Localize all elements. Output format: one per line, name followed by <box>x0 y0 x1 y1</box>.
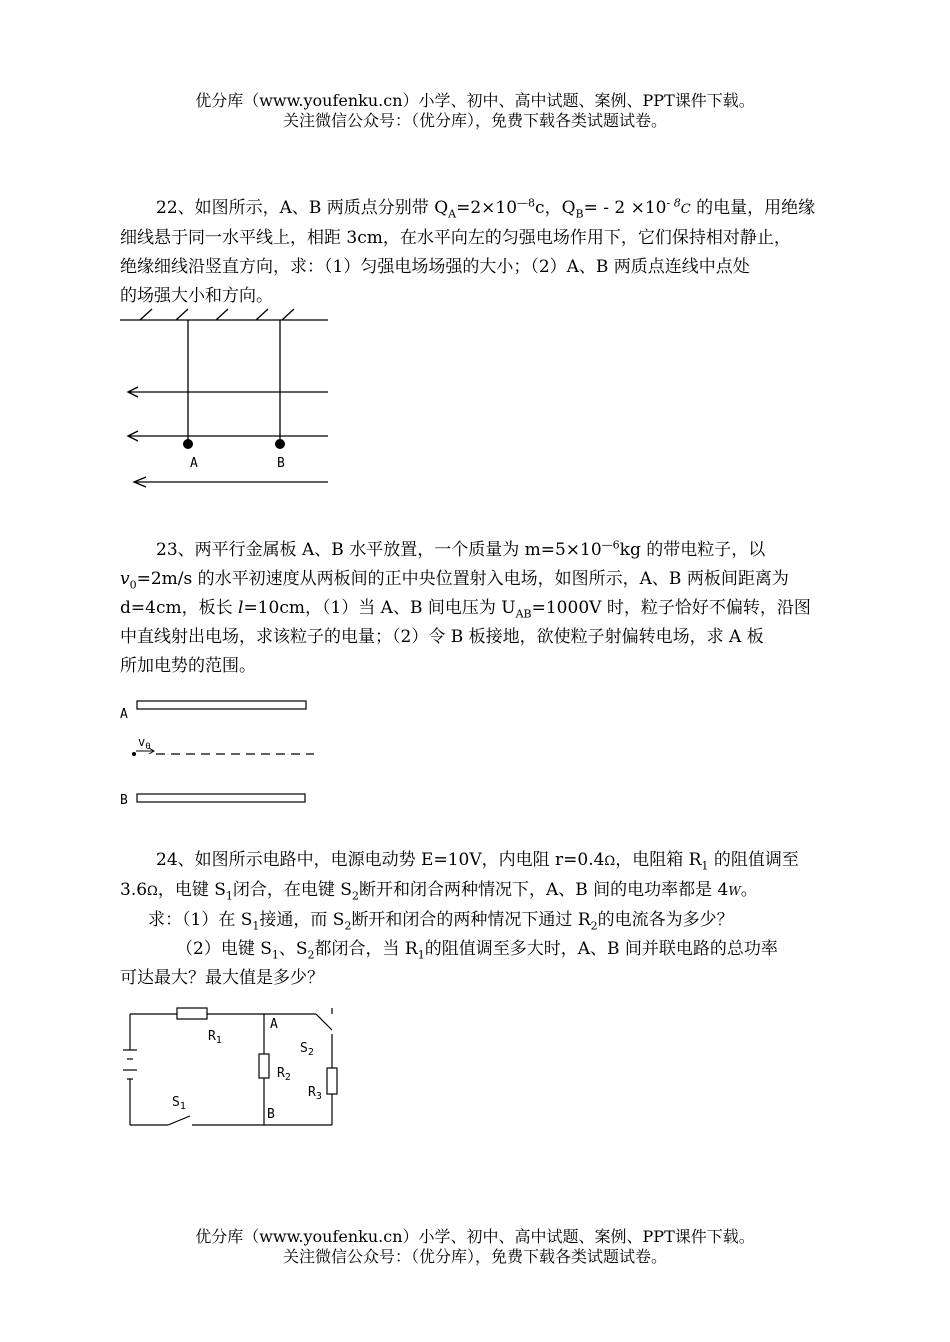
q22-line-1: 22、如图所示，A、B 两质点分别带 $Q_A=2\times 10^{—8}c$，$Q_B= - 2 \times 10^{- 8}C$ 的电量，用绝缘 <box>156 196 816 221</box>
q24-line-5: 可达最大？最大值是多少？ <box>120 968 324 988</box>
switch-s2 <box>316 1014 332 1030</box>
particle <box>132 752 136 756</box>
plate-a <box>137 701 306 709</box>
label-r1: $R_1$ <box>208 1029 222 1046</box>
resistor-r2 <box>259 1054 269 1078</box>
q23-line-2: $v_0=2m/s$ 的水平初速度从两板间的正中央位置射入电场，如图所示，A、B 两板间距离为 <box>120 569 789 592</box>
page-header <box>0 91 950 131</box>
question-22 <box>120 194 850 311</box>
q22-line-3: 绝缘细线沿竖直方向，求：（1）匀强电场场强的大小；（2）A、B 两质点连线中点处 <box>120 257 750 277</box>
hatch-mark <box>140 309 152 320</box>
label-s1: $S_1$ <box>172 1095 186 1112</box>
label-a: A <box>190 456 198 471</box>
charge-b <box>275 439 285 449</box>
plate-b <box>137 794 305 802</box>
q24-line-4: （2）电键 $S_1$、$S_2$都闭合，当 $R_1$的阻值调至多大时，A、B 间并联电路的总功率 <box>176 939 778 962</box>
footer-line-1: 优分库（www.youfenku.cn）小学、初中、高中试题、案例、PPT课件下载。 <box>195 1227 755 1246</box>
label-plate-b: B <box>120 793 128 808</box>
q22-figure <box>118 304 338 494</box>
label-r3: $R_3$ <box>308 1085 322 1102</box>
header-line-2: 关注微信公众号：（优分库），免费下载各类试题试卷。 <box>282 111 667 130</box>
hatch-mark <box>216 309 228 320</box>
label-s2: $S_2$ <box>300 1041 314 1058</box>
resistor-r1 <box>177 1008 207 1019</box>
hatch-mark <box>256 309 268 320</box>
label-a: A <box>270 1017 278 1032</box>
label-b: B <box>267 1107 275 1122</box>
q22-line-2: 细线悬于同一水平线上，相距 3cm，在水平向左的匀强电场作用下，它们保持相对静止， <box>120 228 791 248</box>
q24-line-1: 24、如图所示电路中，电源电动势 E=10V，内电阻 r=0.4Ω，电阻箱 $R_1$ 的阻值调至 <box>156 850 799 873</box>
label-b: B <box>277 456 285 471</box>
q23-figure <box>116 694 326 814</box>
q23-line-5: 所加电势的范围。 <box>120 656 256 676</box>
label-plate-a: A <box>120 707 128 722</box>
velocity-label: $v_0$ <box>138 735 151 752</box>
q24-line-3: 求：（1）在 $S_1$接通，而 $S_2$断开和闭合的两种情况下通过 $R_2$的电流各为多少？ <box>148 910 734 933</box>
hatch-mark <box>282 309 294 320</box>
q24-line-2: 3.6Ω，电键 $S_1$闭合，在电键 $S_2$断开和闭合两种情况下，A、B 间的电功率都是 4W。 <box>120 880 758 903</box>
label-r2: $R_2$ <box>277 1066 291 1083</box>
header-line-1: 优分库（www.youfenku.cn）小学、初中、高中试题、案例、PPT课件下载。 <box>195 91 755 110</box>
page-footer <box>0 1227 950 1267</box>
q23-line-3: d=4cm，板长 l=10cm，（1）当 A、B 间电压为 $U_{AB}=1000V$ 时，粒子恰好不偏转，沿图 <box>120 598 811 621</box>
q23-line-1: 23、两平行金属板 A、B 水平放置，一个质量为 $m=5\times 10^{—6}kg$ 的带电粒子，以 <box>156 538 766 560</box>
footer-line-2: 关注微信公众号：（优分库），免费下载各类试题试卷。 <box>282 1247 667 1266</box>
q22-line-4: 的场强大小和方向。 <box>120 286 273 306</box>
charge-expression: 2 ×10 <box>614 198 667 218</box>
hatch-mark <box>176 309 188 320</box>
switch-s1 <box>168 1116 190 1125</box>
resistor-r3 <box>327 1068 337 1094</box>
q24-circuit <box>120 1004 350 1134</box>
charge-a <box>183 439 193 449</box>
question-23 <box>120 536 850 681</box>
question-24 <box>120 846 850 993</box>
q23-line-4: 中直线射出电场，求该粒子的电量；（2）令 B 板接地，欲使粒子射偏转电场，求 A 板 <box>120 627 764 647</box>
